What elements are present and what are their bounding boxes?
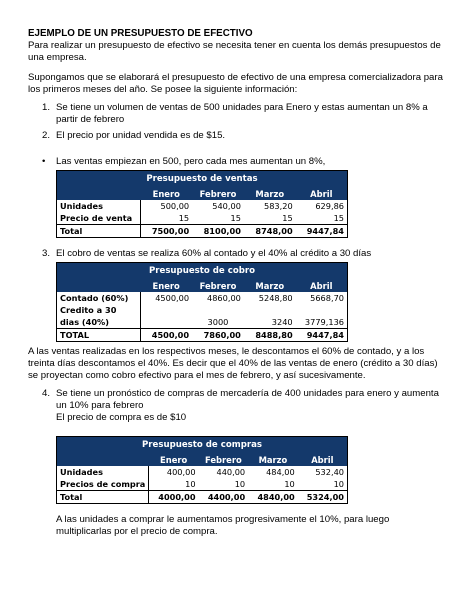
list-number: 4.	[42, 388, 51, 399]
cell: 400,00	[166, 467, 196, 477]
cell: 9447,84	[296, 329, 348, 342]
cell: 5668,70	[296, 292, 348, 304]
cell: 4000,00	[149, 491, 199, 504]
row-label: Precio de venta	[57, 212, 141, 225]
closing-paragraph: A las unidades a comprar le aumentamos progresivamente el 10%, para luego multiplicarlas por el precio de compra.	[56, 514, 390, 537]
intro-paragraph: Para realizar un presupuesto de efectivo se necesita tener en cuenta los demás presupuestos de una empresa.	[28, 40, 441, 63]
cell: 7500,00	[140, 225, 192, 238]
cell: 10	[185, 479, 196, 489]
month-header: Abril	[296, 188, 348, 200]
month-header: Febrero	[199, 189, 237, 199]
table-row	[57, 491, 348, 504]
cell: 629,86	[296, 200, 348, 212]
cell: 4500,00	[140, 329, 192, 342]
table-title: Presupuesto de ventas	[57, 171, 348, 189]
collection-budget-table	[56, 262, 348, 342]
row-label: dias (40%)	[57, 316, 141, 329]
cell: 3779,136	[296, 316, 348, 329]
cell: 500,00	[160, 201, 190, 211]
sales-explanation-paragraph: A las ventas realizadas en los respectivos meses, le descontamos el 60% de contado, y a los treinta días descontamos el 40%. Es decir que el 40% de las ventas de enero (crédito a 30 días) se proyectan como cobro efectivo para el mes de febrero, y así sucesivamente.	[28, 346, 438, 381]
cell: 3240	[271, 317, 293, 327]
row-label: Unidades	[57, 466, 149, 478]
cell	[244, 304, 296, 316]
list-text: Se tiene un volumen de ventas de 500 unidades para Enero y estas aumentan un 8% a partir de febrero	[56, 102, 428, 125]
table-title: Presupuesto de compras	[57, 437, 348, 455]
cell: 3000	[207, 317, 229, 327]
table-row	[57, 304, 348, 316]
cell: 10	[234, 479, 246, 489]
cell: 4500,00	[155, 293, 190, 303]
cell: 9447,84	[296, 225, 348, 238]
cell: 15	[296, 212, 348, 225]
cell: 540,00	[212, 201, 241, 211]
table-row	[57, 292, 348, 304]
cell: 440,00	[216, 467, 246, 477]
cell: 484,00	[266, 467, 295, 477]
cell: 15	[282, 213, 293, 223]
cell: 10	[284, 479, 295, 489]
list-text: Se tiene un pronóstico de compras de mercadería de 400 unidades para enero y aumenta un 10% para febrero	[56, 388, 439, 411]
month-header: Febrero	[204, 455, 242, 465]
table-row	[57, 225, 348, 238]
assumption-paragraph: Supongamos que se elaborará el presupuesto de efectivo de una empresa comercializadora para los primeros meses del año. Se posee la siguiente información:	[28, 72, 443, 95]
list-text: El cobro de ventas se realiza 60% al contado y el 40% al crédito a 30 días	[56, 248, 372, 259]
cell: 7860,00	[192, 329, 244, 342]
table-row	[57, 478, 348, 491]
cell: 15	[178, 213, 190, 223]
month-header: Marzo	[258, 455, 288, 465]
list-number: 2.	[42, 130, 51, 141]
list-text: El precio por unidad vendida es de $15.	[56, 130, 226, 141]
list-number: 1.	[42, 102, 51, 113]
row-label: Unidades	[57, 200, 141, 212]
cell: 4860,00	[207, 293, 241, 303]
cell: 5248,80	[258, 293, 293, 303]
month-header: Marzo	[255, 189, 285, 199]
cell: 4840,00	[248, 491, 298, 504]
table-row	[57, 329, 348, 342]
month-header: Enero	[160, 455, 188, 465]
cell: 8100,00	[192, 225, 244, 238]
page-title: EJEMPLO DE UN PRESUPUESTO DE EFECTIVO	[28, 28, 253, 39]
month-header: Enero	[152, 189, 180, 199]
cell	[140, 316, 192, 329]
purchase-budget-table	[56, 436, 348, 504]
cell: 5324,00	[298, 491, 348, 504]
list-number: 3.	[42, 248, 51, 259]
bullet-glyph: •	[42, 156, 46, 167]
month-header: Abril	[298, 454, 348, 466]
month-header: Abril	[296, 280, 348, 292]
cell: 10	[298, 478, 348, 491]
cell: 532,40	[298, 466, 348, 478]
cell: 15	[230, 213, 241, 223]
row-label: Contado (60%)	[57, 292, 141, 304]
month-header: Marzo	[255, 281, 285, 291]
list-item-1	[42, 102, 442, 126]
row-label: Credito a 30	[57, 304, 141, 316]
table-row	[57, 466, 348, 478]
row-label: Total	[57, 225, 141, 238]
row-label: Precios de compra	[57, 478, 149, 491]
table-row	[57, 316, 348, 329]
month-header: Enero	[152, 281, 180, 291]
cell	[296, 304, 348, 316]
list-item-2	[42, 130, 442, 142]
cell	[140, 304, 192, 316]
cell	[192, 304, 244, 316]
table-row	[57, 200, 348, 212]
month-header: Febrero	[199, 281, 237, 291]
purchase-price-text: El precio de compra es de $10	[56, 412, 187, 423]
table-title: Presupuesto de cobro	[57, 263, 348, 281]
row-label: Total	[57, 491, 149, 504]
cell: 8488,80	[244, 329, 296, 342]
bullet-text: Las ventas empiezan en 500, pero cada mes aumentan un 8%,	[56, 156, 326, 167]
cell: 8748,00	[244, 225, 296, 238]
sales-budget-table	[56, 170, 348, 238]
row-label: TOTAL	[57, 329, 141, 342]
list-item-3	[42, 248, 442, 260]
cell: 4400,00	[199, 491, 249, 504]
cell: 583,20	[264, 201, 293, 211]
table-row	[57, 212, 348, 225]
